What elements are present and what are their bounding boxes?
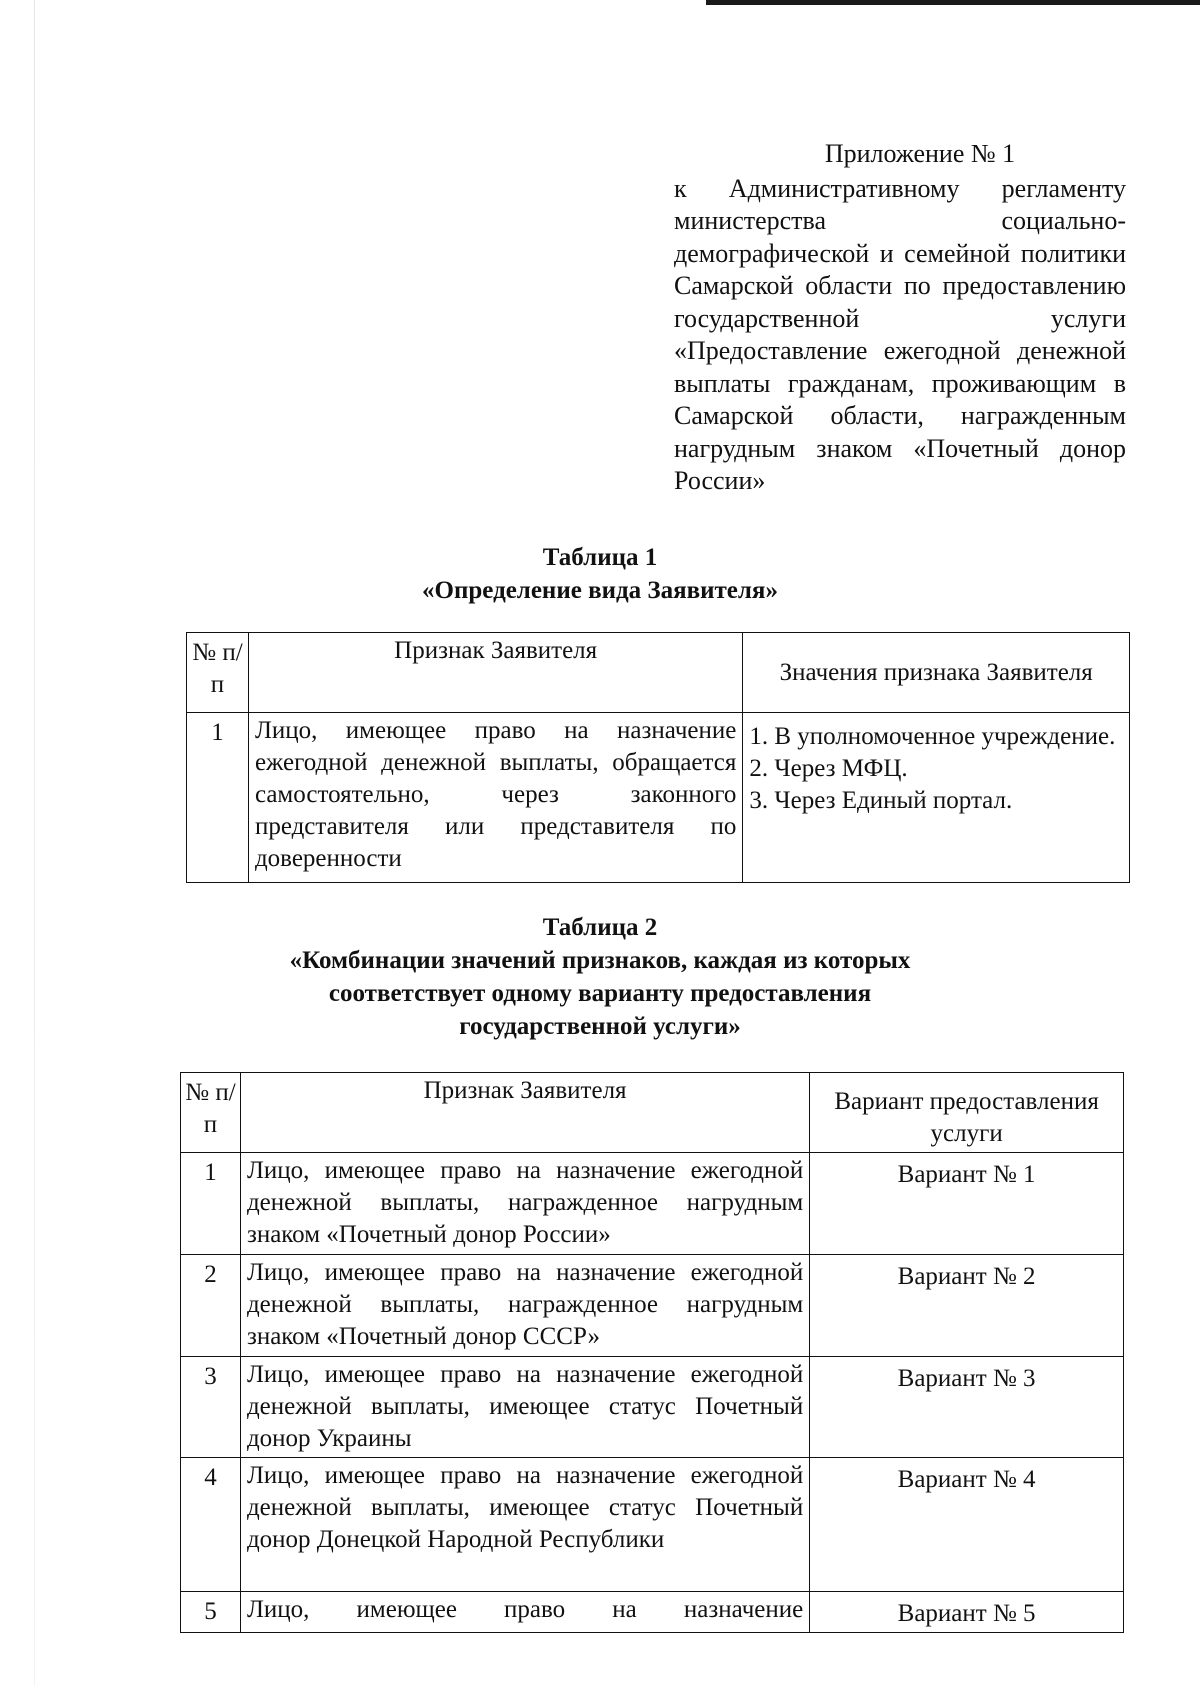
- table2-title: Таблица 2: [542, 914, 658, 941]
- table1-row1-num: 1: [187, 713, 249, 883]
- table2-row-num: 4: [181, 1458, 241, 1592]
- table2-row-variant: Вариант № 5: [810, 1592, 1124, 1633]
- table-row: [181, 1458, 1124, 1592]
- scan-edge-top: [706, 0, 1200, 5]
- table2-header-feature: Признак Заявителя: [240, 1073, 809, 1153]
- table2-row-feature: Лицо, имеющее право на назначение: [240, 1592, 809, 1633]
- table1-subtitle: «Определение вида Заявителя»: [422, 577, 778, 604]
- table2-subtitle-line: соответствует одному варианту предоставления: [328, 980, 872, 1007]
- table1-heading: [0, 541, 1200, 607]
- table2-header-row: [181, 1073, 1124, 1153]
- table2-subtitle-line: государственной услуги»: [459, 1013, 741, 1040]
- table1-value-line: 2. Через МФЦ.: [749, 755, 908, 782]
- table1-header-row: [187, 633, 1130, 713]
- table2-row-feature: Лицо, имеющее право на назначение ежегодной денежной выплаты, награжденное нагрудным знаком «Почетный донор СССР»: [240, 1255, 809, 1357]
- table1-row1-feature: Лицо, имеющее право на назначение ежегодной денежной выплаты, обращается самостоятельно, через законного представителя или представителя по доверенности: [248, 713, 742, 883]
- scan-edge-left: [34, 0, 35, 1686]
- table2-row-variant: Вариант № 3: [810, 1357, 1124, 1458]
- table2-row-feature: Лицо, имеющее право на назначение ежегодной денежной выплаты, имеющее статус Почетный донор Донецкой Народной Республики: [240, 1458, 809, 1592]
- table2: [180, 1072, 1124, 1633]
- table-row: [181, 1255, 1124, 1357]
- table2-row-num: 2: [181, 1255, 241, 1357]
- table2-header-num: № п/п: [181, 1073, 241, 1153]
- table2-row-feature: Лицо, имеющее право на назначение ежегодной денежной выплаты, награжденное нагрудным знаком «Почетный донор России»: [240, 1153, 809, 1255]
- table2-row-num: 3: [181, 1357, 241, 1458]
- appendix-body: к Административному регламенту министерства социально-демографической и семейной политики Самарской области по предоставлению государственной услуги «Предоставление ежегодной денежной выплаты гражданам, проживающим в Самарской области, награжденным нагрудным знаком «Почетный донор России»: [674, 173, 1126, 495]
- table-row: [181, 1357, 1124, 1458]
- table-row: [187, 713, 1130, 883]
- table1-header-values: Значения признака Заявителя: [743, 633, 1130, 713]
- table2-row-variant: Вариант № 4: [810, 1458, 1124, 1592]
- table2-row-num: 1: [181, 1153, 241, 1255]
- table1-header-feature: Признак Заявителя: [248, 633, 742, 713]
- table1-title: Таблица 1: [542, 544, 658, 571]
- table2-row-num: 5: [181, 1592, 241, 1633]
- table1: [186, 632, 1130, 883]
- table-row: [181, 1592, 1124, 1633]
- table-row: [181, 1153, 1124, 1255]
- table2-row-variant: Вариант № 1: [810, 1153, 1124, 1255]
- table1-value-line: 1. В уполномоченное учреждение.: [749, 723, 1116, 750]
- appendix-title: Приложение № 1: [824, 139, 1016, 168]
- table2-row-feature: Лицо, имеющее право на назначение ежегодной денежной выплаты, имеющее статус Почетный донор Украины: [240, 1357, 809, 1458]
- table1-header-num: № п/п: [187, 633, 249, 713]
- appendix-block: [674, 138, 1126, 498]
- table2-row-variant: Вариант № 2: [810, 1255, 1124, 1357]
- table2-header-variant: Вариант предоставления услуги: [810, 1073, 1124, 1153]
- table2-heading: [0, 911, 1200, 1043]
- table1-row1-values: [743, 713, 1130, 883]
- table1-value-line: 3. Через Единый портал.: [749, 787, 1013, 814]
- table2-subtitle-line: «Комбинации значений признаков, каждая из которых: [289, 947, 911, 974]
